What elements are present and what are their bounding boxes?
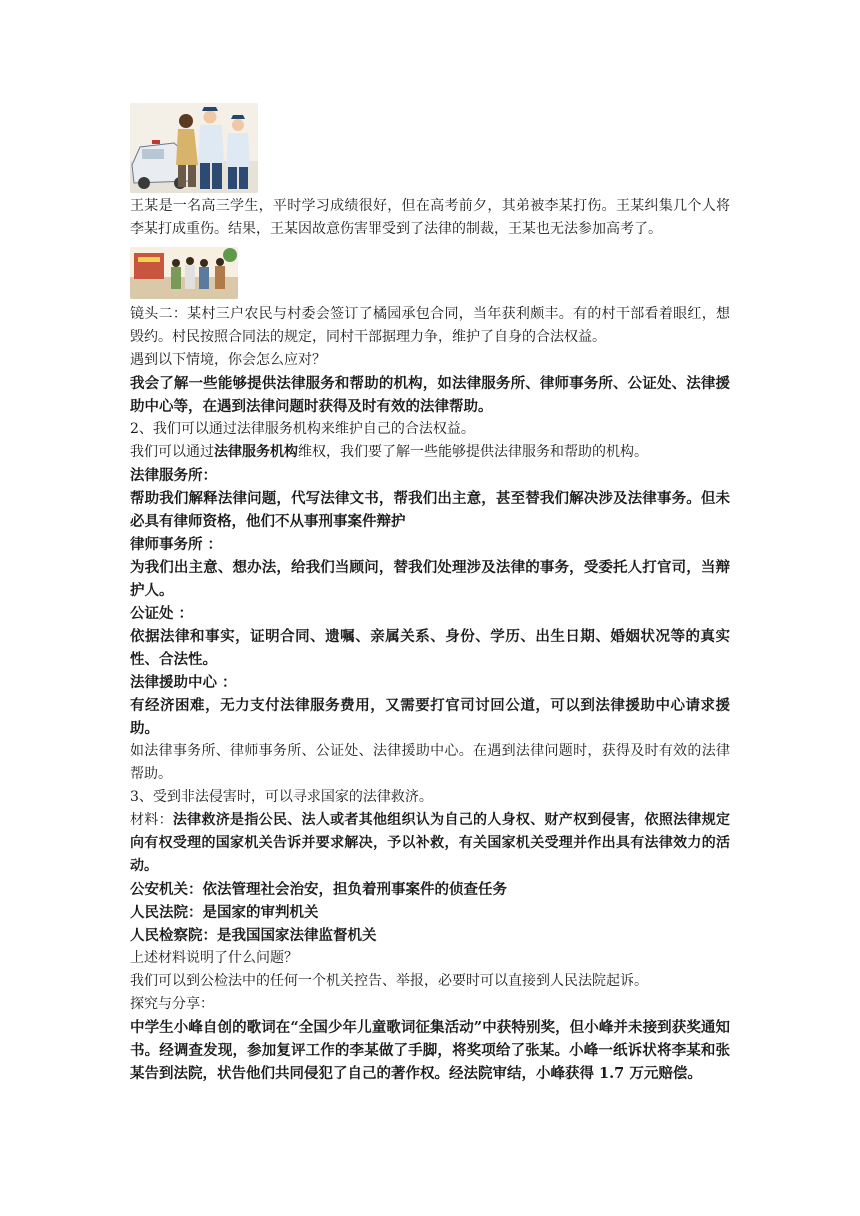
material-pre: 材料： bbox=[130, 812, 173, 828]
paragraph-legal-service-office: 帮助我们解释法律问题，代写法律文书，帮我们出主意，甚至替我们解决涉及法律事务。但未必具有律师资格，他们不从事刑事案件辩护 bbox=[130, 490, 730, 530]
paragraph-point-three: 3、受到非法侵害时，可以寻求国家的法律救济。 bbox=[130, 789, 433, 805]
service-intro-pre: 我们可以通过 bbox=[130, 444, 214, 460]
paragraph-explore-heading: 探究与分享： bbox=[130, 996, 214, 1012]
material-bold: 法律救济是指公民、法人或者其他组织认为自己的人身权、财产权到侵害，依照法律规定向有权受理的国家机关告诉并要求解决，予以补救，有关国家机关受理并作出具有法律效力的活动。 bbox=[130, 812, 731, 874]
village-scene-image bbox=[130, 247, 238, 299]
heading-notary: 公证处 ： bbox=[130, 605, 194, 622]
paragraph-summary: 如法律事务所、律师事务所、公证处、法律援助中心。在遇到法律问题时，获得及时有效的法律帮助。 bbox=[130, 743, 730, 782]
heading-legal-service-office: 法律服务所： bbox=[130, 467, 217, 484]
paragraph-story-one: 王某是一名高三学生，平时学习成绩很好，但在高考前夕，其弟被李某打伤。王某纠集几个人将李某打成重伤。结果，王某因故意伤害罪受到了法律的制裁，王某也无法参加高考了。 bbox=[130, 198, 730, 237]
service-intro-bold: 法律服务机构 bbox=[214, 444, 298, 460]
paragraph-procuratorate: 人民检察院：是我国国家法律监督机关 bbox=[130, 927, 377, 944]
paragraph-material bbox=[130, 809, 730, 878]
heading-legal-aid: 法律援助中心 ： bbox=[130, 674, 237, 691]
paragraph-story-two: 镜头二：某村三户农民与村委会签订了橘园承包合同，当年获利颇丰。有的村干部看着眼红，想毁约。村民按照合同法的规定，同村干部据理力争，维护了自身的合法权益。 bbox=[130, 306, 730, 345]
police-illustration bbox=[130, 103, 258, 193]
paragraph-explore-story: 中学生小峰自创的歌词在“全国少年儿童歌词征集活动”中获特别奖，但小峰并未接到获奖通知书。经调查发现，参加复评工作的李某做了手脚，将奖项给了张某。小峰一纸诉状将李某和张某告到法院，状告他们共同侵犯了自己的著作权。经法院审结，小峰获得 1.7 万元赔偿。 bbox=[130, 1019, 730, 1082]
paragraph-law-firm: 为我们出主意、想办法，给我们当顾问，替我们处理涉及法律的事务，受委托人打官司，当辩护人。 bbox=[130, 559, 730, 599]
paragraph-question: 遇到以下情境，你会怎么应对？ bbox=[130, 352, 326, 368]
paragraph-service-intro bbox=[130, 441, 730, 464]
village-illustration bbox=[130, 247, 238, 299]
paragraph-police: 公安机关：依法管理社会治安，担负着刑事案件的侦查任务 bbox=[130, 881, 507, 898]
paragraph-legal-aid: 有经济困难，无力支付法律服务费用，又需要打官司讨回公道，可以到法律援助中心请求援助。 bbox=[130, 697, 730, 737]
paragraph-notary: 依据法律和事实，证明合同、遗嘱、亲属关系、身份、学历、出生日期、婚姻状况等的真实性、合法性。 bbox=[130, 628, 730, 668]
service-intro-post: 维权，我们要了解一些能够提供法律服务和帮助的机构。 bbox=[298, 444, 648, 460]
document-page bbox=[130, 103, 730, 1085]
heading-law-firm: 律师事务所 ： bbox=[130, 536, 223, 553]
police-scene-image bbox=[130, 103, 258, 193]
paragraph-material-answer: 我们可以到公检法中的任何一个机关控告、举报，必要时可以直接到人民法院起诉。 bbox=[130, 973, 648, 989]
paragraph-court: 人民法院：是国家的审判机关 bbox=[130, 904, 319, 921]
paragraph-answer: 我会了解一些能够提供法律服务和帮助的机构，如法律服务所、律师事务所、公证处、法律援助中心等，在遇到法律问题时获得及时有效的法律帮助。 bbox=[130, 375, 730, 415]
paragraph-material-question: 上述材料说明了什么问题？ bbox=[130, 950, 298, 966]
paragraph-point-two: 2、我们可以通过法律服务机构来维护自己的合法权益。 bbox=[130, 421, 475, 437]
